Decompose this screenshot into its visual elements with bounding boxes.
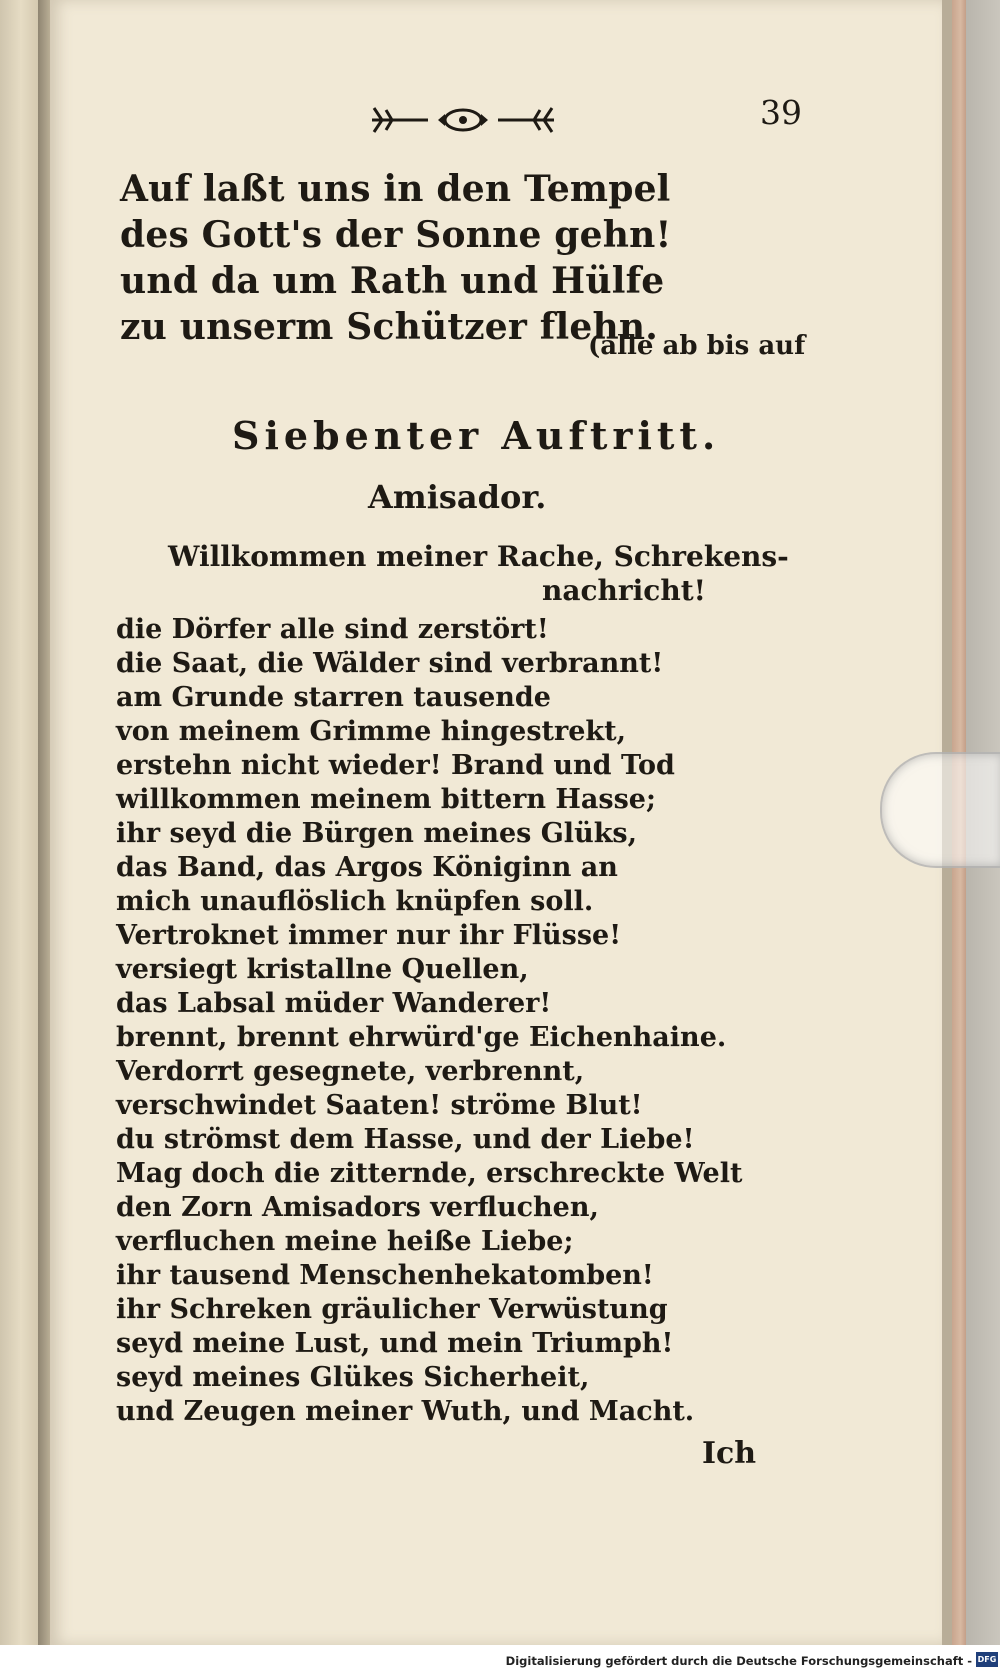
speech-line: brennt, brennt ehrwürd'ge Eichenhaine.: [116, 1022, 727, 1053]
ornament-icon: [368, 100, 558, 140]
speech-line: ihr seyd die Bürgen meines Glüks,: [116, 818, 638, 849]
stage-direction: (alle ab bis auf: [588, 331, 806, 361]
speech-line: ihr tausend Menschenhekatomben!: [116, 1260, 654, 1291]
facing-page-edge: [0, 0, 38, 1645]
speech-line: mich unauflöslich knüpfen soll.: [116, 886, 594, 917]
speech-line: seyd meines Glükes Sicherheit,: [116, 1362, 590, 1393]
speech-line: Vertroknet immer nur ihr Flüsse!: [116, 920, 622, 951]
speech-line: das Band, das Argos Königinn an: [116, 852, 618, 883]
speech-line: das Labsal müder Wanderer!: [116, 988, 552, 1019]
speech-line: Willkommen meiner Rache, Schrekens-: [168, 540, 789, 573]
page-number: 39: [760, 93, 802, 132]
speech-line: versiegt kristallne Quellen,: [116, 954, 529, 985]
page-clip: [880, 752, 1000, 868]
speech-line: seyd meine Lust, und mein Triumph!: [116, 1328, 674, 1359]
verse-line: des Gott's der Sonne gehn!: [120, 214, 672, 256]
speech-line: den Zorn Amisadors verfluchen,: [116, 1192, 599, 1223]
speech-line: willkommen meinem bittern Hasse;: [116, 784, 656, 815]
speech-line: ihr Schreken gräulicher Verwüstung: [116, 1294, 668, 1325]
speech-line: und Zeugen meiner Wuth, und Macht.: [116, 1396, 695, 1427]
speech-line: verfluchen meine heiße Liebe;: [116, 1226, 574, 1257]
verse-line: und da um Rath und Hülfe: [120, 260, 665, 302]
speech-line: nachricht!: [542, 574, 706, 607]
speech-line: verschwindet Saaten! ströme Blut!: [116, 1090, 643, 1121]
funding-credit: Digitalisierung gefördert durch die Deutsche Forschungsgemeinschaft -: [505, 1654, 972, 1668]
dfg-logo-badge: DFG: [976, 1652, 998, 1667]
scene-heading: Siebenter Auftritt.: [232, 413, 721, 458]
speech-line: die Dörfer alle sind zerstört!: [116, 614, 549, 645]
speech-line: Verdorrt gesegnete, verbrennt,: [116, 1056, 585, 1087]
speech-line: die Saat, die Wälder sind verbrannt!: [116, 648, 664, 679]
verse-line: zu unserm Schützer flehn.: [120, 306, 658, 348]
catchword: Ich: [702, 1436, 757, 1471]
speech-line: du strömst dem Hasse, und der Liebe!: [116, 1124, 695, 1155]
speech-line: von meinem Grimme hingestrekt,: [116, 716, 626, 747]
book-gutter: [38, 0, 50, 1645]
verse-line: Auf laßt uns in den Tempel: [120, 168, 671, 210]
speech-line: am Grunde starren tausende: [116, 682, 551, 713]
speech-line: Mag doch die zitternde, erschreckte Welt: [116, 1158, 743, 1189]
speaker-name: Amisador.: [368, 478, 547, 516]
speech-line: erstehn nicht wieder! Brand und Tod: [116, 750, 675, 781]
